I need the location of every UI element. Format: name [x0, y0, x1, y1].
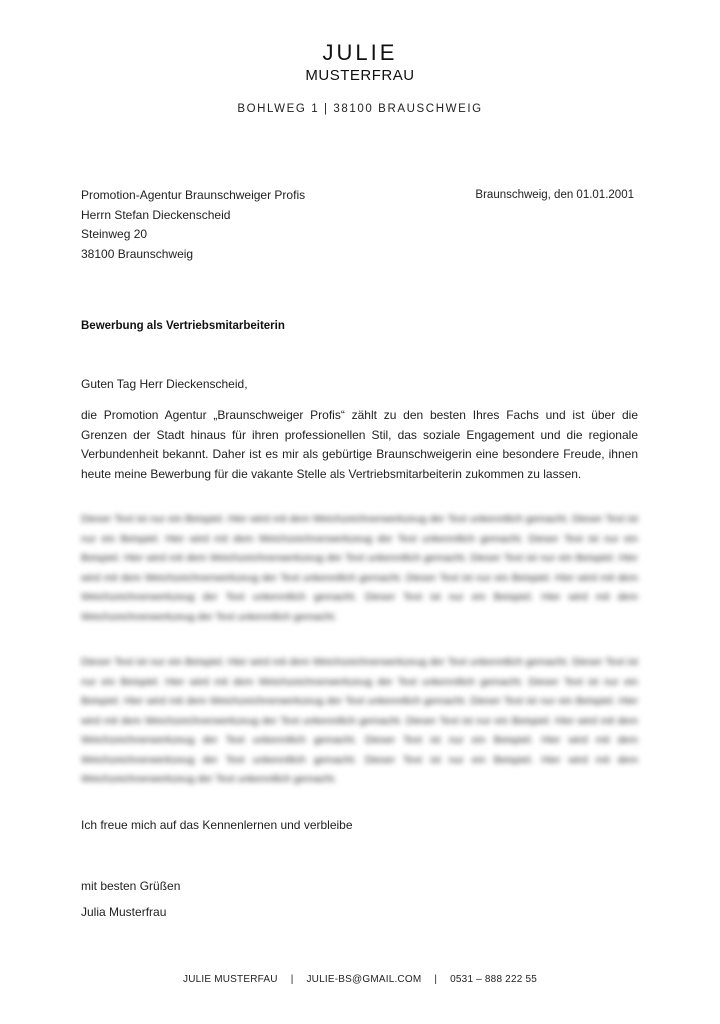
- footer-phone: 0531 – 888 222 55: [450, 974, 537, 985]
- closing-greeting: mit besten Grüßen: [81, 879, 181, 893]
- recipient-contact: Herrn Stefan Dieckenscheid: [81, 207, 231, 222]
- recipient-block: [81, 186, 305, 264]
- footer-email: JULIE-BS@GMAIL.COM: [306, 974, 422, 985]
- letter-date: Braunschweig, den 01.01.2001: [475, 189, 634, 201]
- intro-paragraph: die Promotion Agentur „Braunschweiger Profis“ zählt zu den besten Ihres Fachs und ist über die Grenzen der Stadt hinaus für ihren professionellen Stil, das soziale Engagement und die regionale Verbundenheit bekannt. Daher ist es mir als gebürtige Braunschweigerin eine besondere Freude, ihnen heute meine Bewerbung für die vakante Stelle als Vertriebsmitarbeiterin zukommen zu lassen.: [81, 408, 638, 481]
- sender-last-name: MUSTERFRAU: [305, 67, 415, 84]
- closing-line: Ich freue mich auf das Kennenlernen und verbleibe: [81, 818, 353, 832]
- recipient-street: Steinweg 20: [81, 227, 148, 241]
- footer-separator: |: [290, 974, 294, 985]
- signature-name: Julia Musterfrau: [81, 905, 167, 919]
- blurred-paragraph-1: Dieser Text ist nur ein Beispiel. Hier wird mit dem Weichzeichnerwerkzeug der Text unkenntlich gemacht. Dieser Text ist nur ein Beispiel. Hier wird mit dem Weichzeichnerwerkzeug der Text unkenntlich gemacht. Dieser Text ist nur ein Beispiel. Hier wird mit dem Weichzeichnerwerkzeug der Text unkenntlich gemacht. Dieser Text ist nur ein Beispiel. Hier wird mit dem Weichzeichnerwerkzeug der Text unkenntlich gemacht. Dieser Text ist nur ein Beispiel. Hier wird mit dem Weichzeichnerwerkzeug der Text unkenntlich gemacht. Dieser Text ist nur ein Beispiel. Hier wird mit dem Weichzeichnerwerkzeug der Text unkenntlich gemacht.: [81, 513, 638, 623]
- letter-subject: Bewerbung als Vertriebsmitarbeiterin: [81, 320, 285, 332]
- recipient-city: 38100 Braunschweig: [81, 246, 194, 261]
- letter-salutation: Guten Tag Herr Dieckenscheid,: [81, 377, 248, 391]
- footer-separator: |: [434, 974, 438, 985]
- footer-name: JULIE MUSTERFAU: [183, 974, 278, 985]
- sender-first-name: JULIE: [322, 40, 398, 65]
- footer: [0, 974, 720, 985]
- sender-address: BOHLWEG 1 | 38100 BRAUSCHWEIG: [237, 103, 483, 115]
- recipient-company: Promotion-Agentur Braunschweiger Profis: [81, 188, 306, 202]
- blurred-paragraph-2: Dieser Text ist nur ein Beispiel. Hier wird mit dem Weichzeichnerwerkzeug der Text unkenntlich gemacht. Dieser Text ist nur ein Beispiel. Hier wird mit dem Weichzeichnerwerkzeug der Text unkenntlich gemacht. Dieser Text ist nur ein Beispiel. Hier wird mit dem Weichzeichnerwerkzeug der Text unkenntlich gemacht. Dieser Text ist nur ein Beispiel. Hier wird mit dem Weichzeichnerwerkzeug der Text unkenntlich gemacht. Dieser Text ist nur ein Beispiel. Hier wird mit dem Weichzeichnerwerkzeug der Text unkenntlich gemacht. Dieser Text ist nur ein Beispiel. Hier wird mit dem Weichzeichnerwerkzeug der Text unkenntlich gemacht. Dieser Text ist nur ein Beispiel. Hier wird mit dem Weichzeichnerwerkzeug der Text unkenntlich gemacht.: [81, 656, 638, 785]
